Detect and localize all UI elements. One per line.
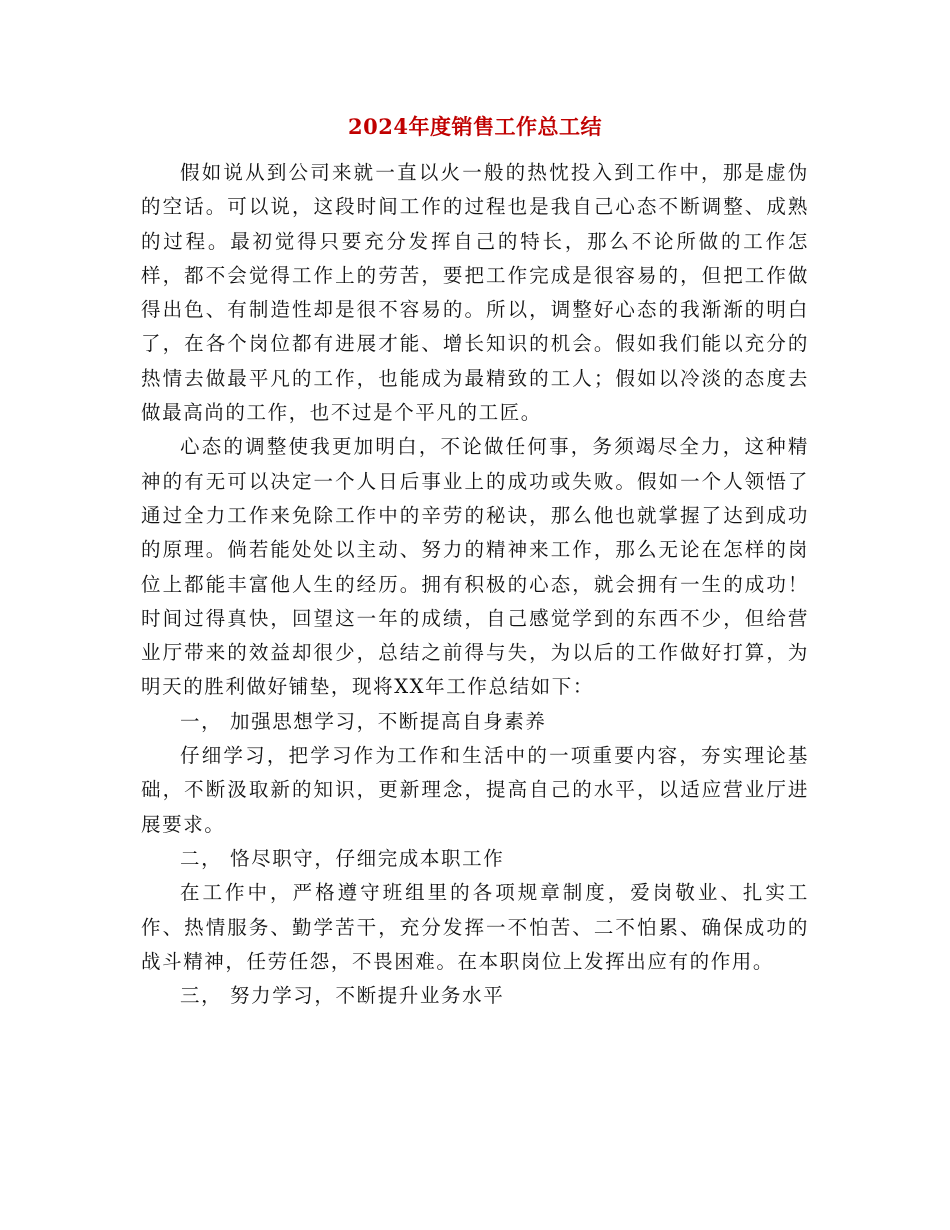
- paragraph-section-2: 在工作中，严格遵守班组里的各项规章制度，爱岗敬业、扎实工作、热情服务、勤学苦干，充分发挥一不怕苦、二不怕累、确保成功的战斗精神，任劳任怨，不畏困难。在本职岗位上发挥出应有的作用。: [141, 881, 809, 973]
- section-heading-3: 三， 努力学习，不断提升业务水平: [180, 984, 505, 1008]
- section-heading-1: 一， 加强思想学习，不断提高自身素养: [180, 709, 547, 733]
- document-body: [141, 156, 809, 1013]
- section-heading-2: 二， 恪尽职守，仔细完成本职工作: [180, 846, 505, 870]
- paragraph-intro: 假如说从到公司来就一直以火一般的热忱投入到工作中，那是虚伪的空话。可以说，这段时间工作的过程也是我自己心态不断调整、成熟的过程。最初觉得只要充分发挥自己的特长，那么不论所做的工作怎样，都不会觉得工作上的劳苦，要把工作完成是很容易的，但把工作做得出色、有制造性却是很不容易的。所以，调整好心态的我渐渐的明白了，在各个岗位都有进展才能、增长知识的机会。假如我们能以充分的热情去做最平凡的工作，也能成为最精致的工人；假如以冷淡的态度去做最高尚的工作，也不过是个平凡的工匠。: [141, 161, 809, 425]
- paragraph-section-1: 仔细学习，把学习作为工作和生活中的一项重要内容，夯实理论基础，不断汲取新的知识，更新理念，提高自己的水平，以适应营业厅进展要求。: [141, 744, 809, 836]
- paragraph-mindset: 心态的调整使我更加明白，不论做任何事，务须竭尽全力，这种精神的有无可以决定一个人日后事业上的成功或失败。假如一个人领悟了通过全力工作来免除工作中的辛劳的秘诀，那么他也就掌握了达到成功的原理。倘若能处处以主动、努力的精神来工作，那么无论在怎样的岗位上都能丰富他人生的经历。拥有积极的心态，就会拥有一生的成功！时间过得真快，回望这一年的成绩，自己感觉学到的东西不少，但给营业厅带来的效益却很少，总结之前得与失，为以后的工作做好打算，为明天的胜利做好铺垫，现将XX年工作总结如下：: [141, 435, 809, 699]
- document-title: 2024年度销售工作总工结: [348, 114, 602, 139]
